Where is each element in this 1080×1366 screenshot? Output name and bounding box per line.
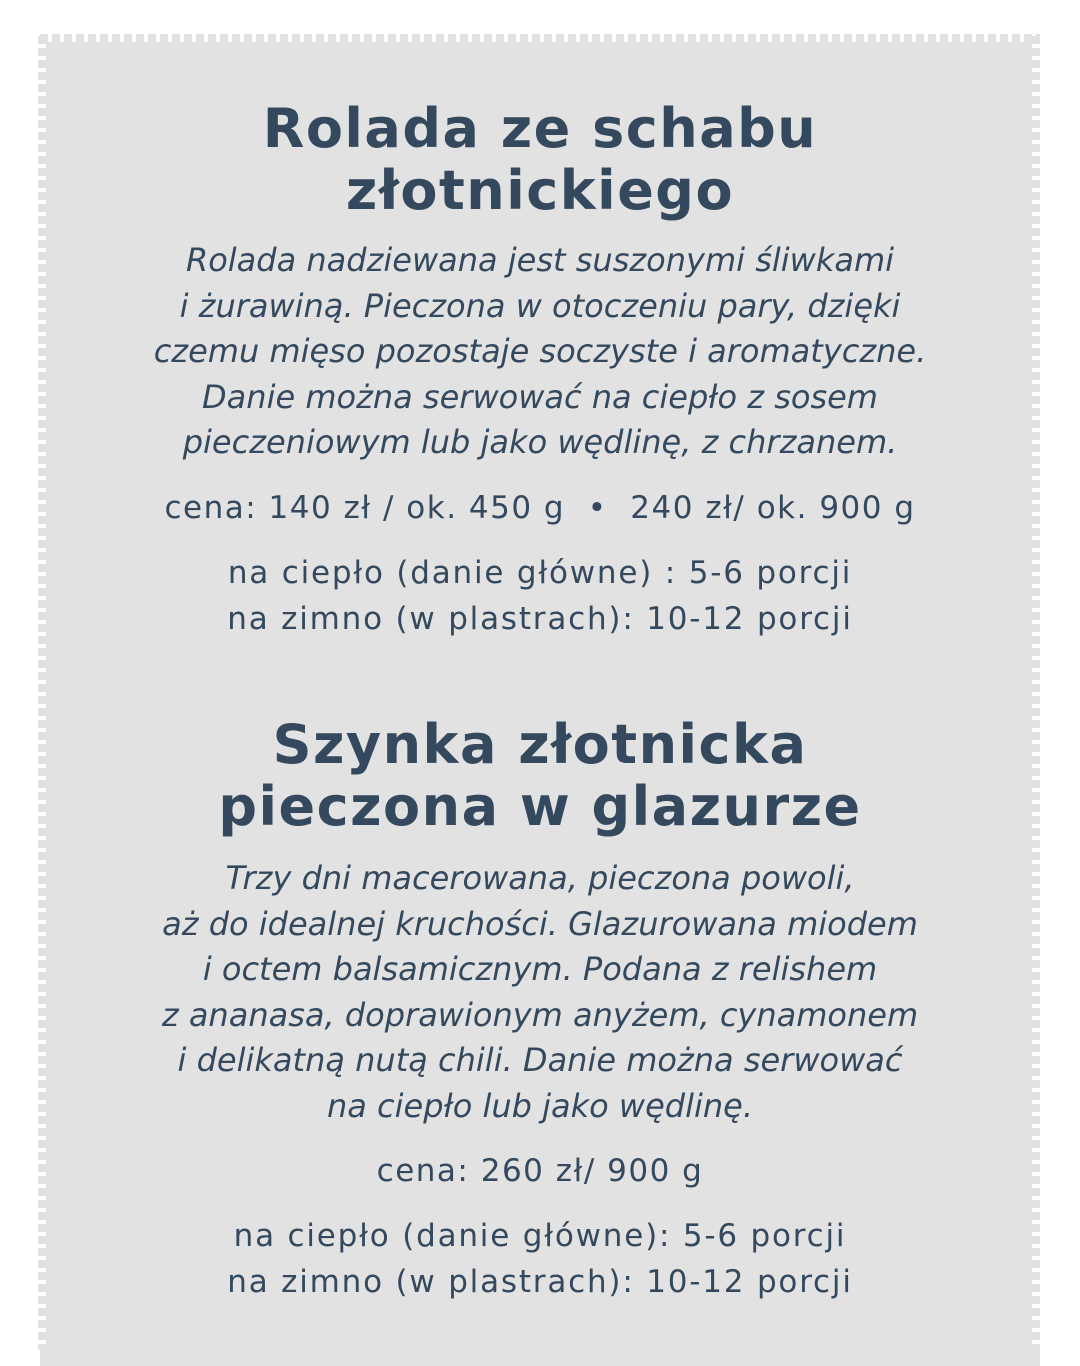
item-price: cena: 260 zł/ 900 g [376, 1153, 704, 1189]
card-perforated-edge-right [1032, 36, 1040, 1350]
portions-warm: na ciepło (danie główne): 5-6 porcji [233, 1218, 847, 1254]
portions-cold: na zimno (w plastrach): 10-12 porcji [227, 600, 853, 637]
item-price: cena: 140 zł / ok. 450 g • 240 zł/ ok. 900 g [164, 489, 916, 526]
menu-item-rolada [80, 98, 1000, 642]
item-description: Rolada nadziewana jest suszonymi śliwkami i żurawiną. Pieczona w otoczeniu pary, dzięki czemu mięso pozostaje soczyste i aromatyczne. Danie można serwować na ciepło z sosem pieczeniowym lub jako wędlinę, z chrzanem. [153, 241, 927, 461]
item-portions [80, 1213, 1000, 1305]
menu-item-szynka [80, 714, 1000, 1305]
card-perforated-edge-top [40, 34, 1040, 42]
item-title: Szynka złotnicka pieczona w glazurze [218, 713, 862, 838]
portions-warm: na ciepło (danie główne) : 5-6 porcji [227, 554, 853, 591]
card-perforated-edge-left [38, 36, 46, 1350]
item-title: Rolada ze schabu złotnickiego [262, 97, 818, 222]
item-description: Trzy dni macerowana, pieczona powoli, aż do idealnej kruchości. Glazurowana miodem i octem balsamicznym. Podana z relishem z ananasa, doprawionym anyżem, cynamonem i delikatną nutą chili. Danie można serwować na ciepło lub jako wędlinę. [161, 859, 919, 1125]
portions-cold: na zimno (w plastrach): 10-12 porcji [227, 1264, 853, 1300]
item-portions [80, 550, 1000, 642]
